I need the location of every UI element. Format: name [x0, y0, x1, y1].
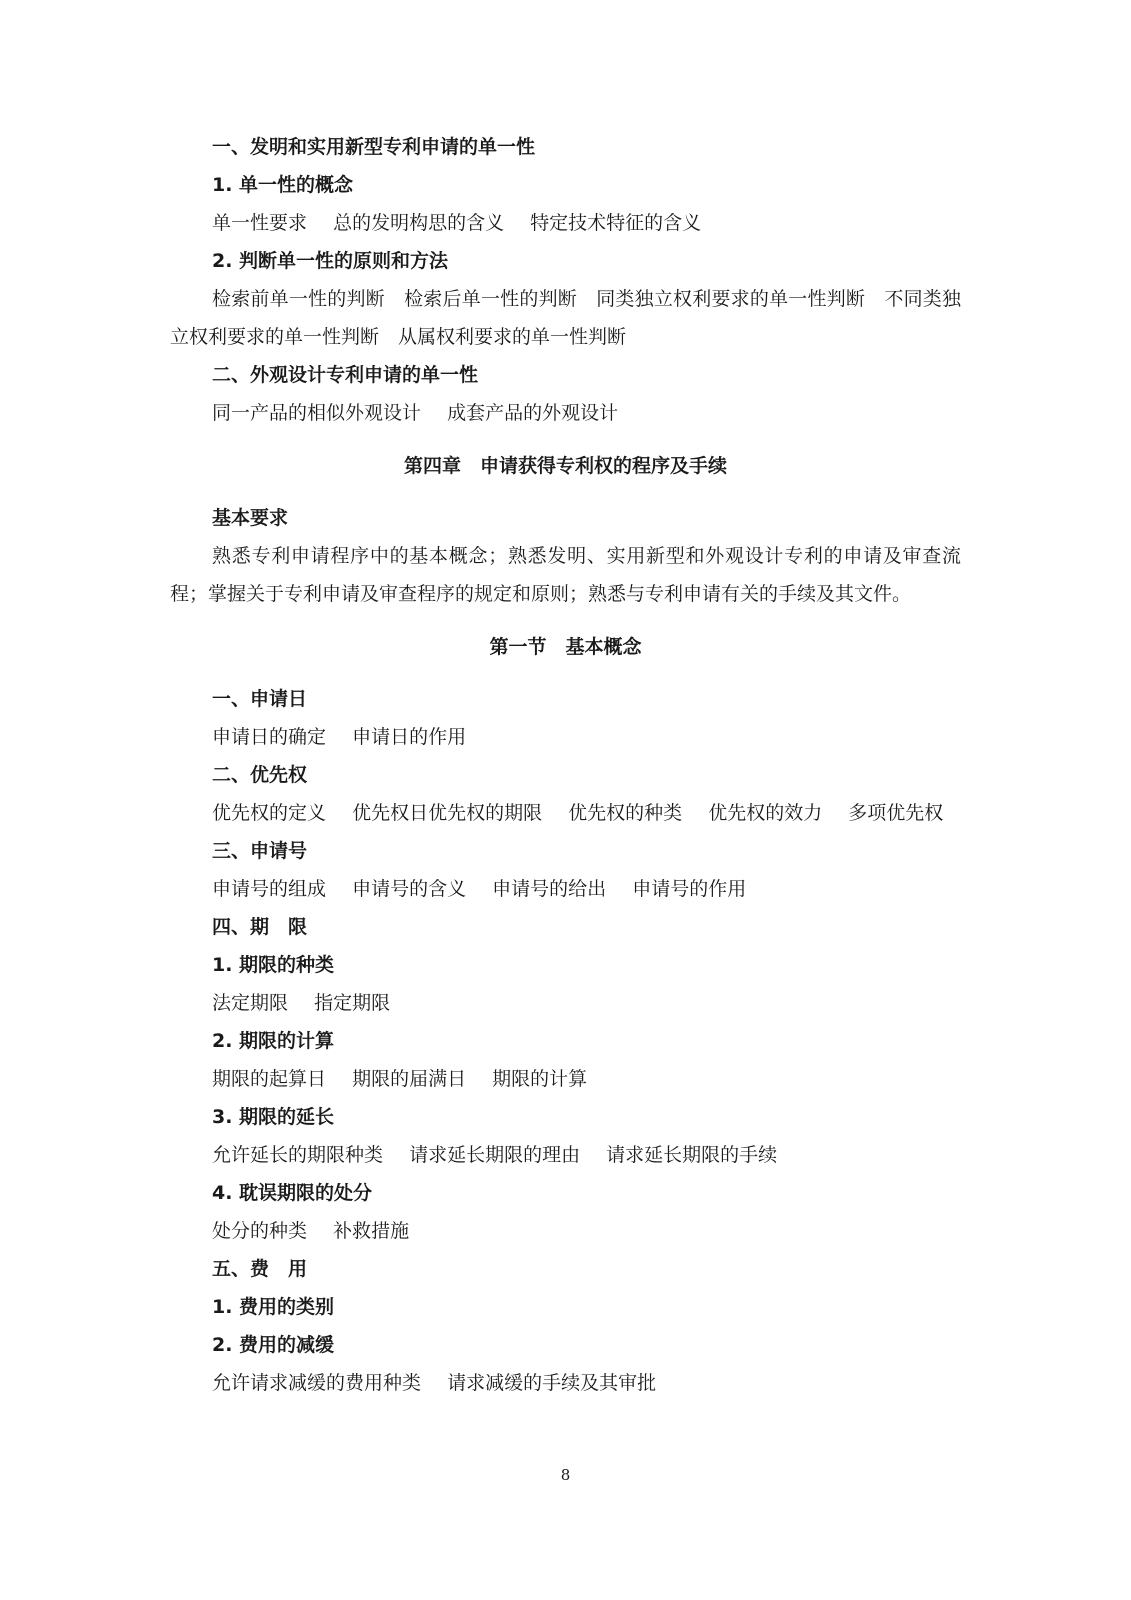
list-item: 请求减缓的手续及其审批	[447, 1372, 657, 1394]
list-item: 优先权的效力	[708, 802, 823, 824]
list-item: 请求延长期限的手续	[606, 1144, 778, 1166]
subheading-missed-time-limit: 4. 耽误期限的处分	[212, 1182, 373, 1204]
list-item: 优先权的定义	[212, 802, 327, 824]
section-heading-unity-design: 二、外观设计专利申请的单一性	[212, 364, 479, 386]
list-item: 多项优先权	[848, 802, 944, 824]
list-item: 允许请求减缓的费用种类	[212, 1372, 422, 1394]
heading-fees: 五、费 用	[212, 1258, 308, 1280]
list-item: 单一性要求	[212, 212, 308, 234]
subheading-fee-categories: 1. 费用的类别	[212, 1296, 335, 1318]
paragraph-unity-judgment: 检索前单一性的判断 检索后单一性的判断 同类独立权利要求的单一性判断 不同类独立权利要求的单一性判断 从属权利要求的单一性判断	[170, 288, 961, 348]
list-item: 指定期限	[314, 992, 391, 1014]
item-list-priority	[212, 800, 961, 826]
heading-filing-date: 一、申请日	[212, 688, 308, 710]
subheading-time-limit-extension: 3. 期限的延长	[212, 1106, 335, 1128]
item-list-time-limit-calculation	[212, 1066, 961, 1092]
list-item: 同一产品的相似外观设计	[212, 402, 422, 424]
list-item: 允许延长的期限种类	[212, 1144, 384, 1166]
list-item: 处分的种类	[212, 1220, 308, 1242]
list-item: 补救措施	[333, 1220, 410, 1242]
heading-priority: 二、优先权	[212, 764, 308, 786]
list-item: 总的发明构思的含义	[333, 212, 505, 234]
list-item: 特定技术特征的含义	[530, 212, 702, 234]
heading-application-number: 三、申请号	[212, 840, 308, 862]
item-list-filing-date	[212, 724, 961, 750]
list-item: 申请号的作用	[632, 878, 747, 900]
heading-time-limits: 四、期 限	[212, 916, 308, 938]
subheading-time-limit-calculation: 2. 期限的计算	[212, 1030, 335, 1052]
basic-requirements-heading: 基本要求	[212, 507, 289, 529]
item-list-unity-design	[212, 400, 961, 426]
list-item: 法定期限	[212, 992, 289, 1014]
subheading-time-limit-types: 1. 期限的种类	[212, 954, 335, 976]
section-title: 第一节 基本概念	[489, 636, 642, 658]
list-item: 申请号的含义	[352, 878, 467, 900]
list-item: 成套产品的外观设计	[447, 402, 619, 424]
list-item: 优先权日优先权的期限	[352, 802, 543, 824]
subheading-unity-judgment: 2. 判断单一性的原则和方法	[212, 250, 449, 272]
list-item: 申请日的作用	[352, 726, 467, 748]
chapter-title: 第四章 申请获得专利权的程序及手续	[403, 455, 727, 477]
item-list-unity-concept	[212, 210, 961, 236]
list-item: 期限的起算日	[212, 1068, 327, 1090]
item-list-time-limit-extension	[212, 1142, 961, 1168]
list-item: 申请日的确定	[212, 726, 327, 748]
list-item: 请求延长期限的理由	[409, 1144, 581, 1166]
list-item: 申请号的给出	[492, 878, 607, 900]
item-list-fee-reduction	[212, 1370, 961, 1396]
list-item: 期限的计算	[492, 1068, 588, 1090]
basic-requirements-paragraph: 熟悉专利申请程序中的基本概念；熟悉发明、实用新型和外观设计专利的申请及审查流程；掌握关于专利申请及审查程序的规定和原则；熟悉与专利申请有关的手续及其文件。	[170, 545, 961, 605]
page-number: 8	[560, 1466, 571, 1484]
section-heading-unity-invention: 一、发明和实用新型专利申请的单一性	[212, 136, 536, 158]
item-list-application-number	[212, 876, 961, 902]
subheading-fee-reduction: 2. 费用的减缓	[212, 1334, 335, 1356]
item-list-missed-time-limit	[212, 1218, 961, 1244]
list-item: 期限的届满日	[352, 1068, 467, 1090]
subheading-unity-concept: 1. 单一性的概念	[212, 174, 354, 196]
item-list-time-limit-types	[212, 990, 961, 1016]
list-item: 申请号的组成	[212, 878, 327, 900]
list-item: 优先权的种类	[568, 802, 683, 824]
